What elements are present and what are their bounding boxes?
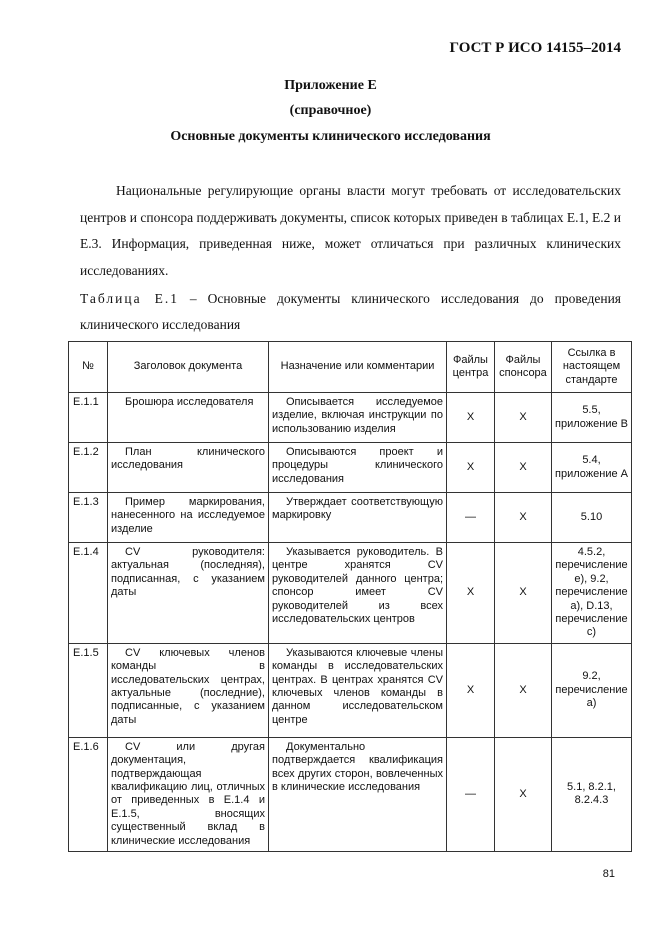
row-site: — xyxy=(447,493,495,543)
documents-table xyxy=(68,341,632,852)
page-number: 81 xyxy=(602,868,615,880)
appendix-subtitle: (справочное) xyxy=(289,103,372,118)
row-site: X xyxy=(447,393,495,443)
row-title: План клинического исследования xyxy=(108,443,269,493)
col-purpose: Назначение или комментарии xyxy=(269,342,447,393)
row-site: — xyxy=(447,737,495,851)
row-number: Е.1.4 xyxy=(69,543,108,644)
table-caption xyxy=(80,286,621,338)
row-site: X xyxy=(447,543,495,644)
row-ref: 5.10 xyxy=(552,493,632,543)
table-caption-label: Таблица Е.1 xyxy=(80,291,179,306)
col-site-files: Файлы центра xyxy=(447,342,495,393)
row-sponsor: X xyxy=(495,643,552,737)
appendix-title: Приложение Е xyxy=(284,78,377,93)
row-purpose: Описывается исследуемое изделие, включая инструкции по использованию изделия xyxy=(269,393,447,443)
row-ref: 4.5.2, перечисление е), 9.2, перечисление а), D.13, перечисление с) xyxy=(552,543,632,644)
standard-header: ГОСТ Р ИСО 14155–2014 xyxy=(449,40,621,56)
table-row xyxy=(69,493,632,543)
row-number: Е.1.5 xyxy=(69,643,108,737)
table-row xyxy=(69,737,632,851)
col-reference: Ссылка в настоящем стандарте xyxy=(552,342,632,393)
table-caption-text: – Основные документы клинического исследования до проведения клинического исследования xyxy=(80,291,621,332)
row-ref: 5.5, приложение В xyxy=(552,393,632,443)
col-sponsor-files: Файлы спонсора xyxy=(495,342,552,393)
row-title: CV ключевых членов команды в исследовательских центрах, актуальные (последние), подписанные, с указанием даты xyxy=(108,643,269,737)
col-number: № xyxy=(69,342,108,393)
col-document-title: Заголовок документа xyxy=(108,342,269,393)
row-number: Е.1.2 xyxy=(69,443,108,493)
row-purpose: Указывается руководитель. В центре хранятся CV руководителей данного центра; спонсор имеет CV руководителей из всех исследовательских центров xyxy=(269,543,447,644)
row-ref: 5.1, 8.2.1, 8.2.4.3 xyxy=(552,737,632,851)
table-row xyxy=(69,443,632,493)
row-sponsor: X xyxy=(495,443,552,493)
row-ref: 9.2, перечисление а) xyxy=(552,643,632,737)
row-site: X xyxy=(447,643,495,737)
row-title: CV или другая документация, подтверждающая квалификацию лиц, отличных от приведенных в Е.1.4 и Е.1.5, вносящих существенный вклад в клинические исследования xyxy=(108,737,269,851)
row-site: X xyxy=(447,443,495,493)
table-row xyxy=(69,543,632,644)
row-purpose: Описываются проект и процедуры клинического исследования xyxy=(269,443,447,493)
row-sponsor: X xyxy=(495,393,552,443)
row-number: Е.1.3 xyxy=(69,493,108,543)
row-title: CV руководителя: актуальная (последняя), подписанная, с указанием даты xyxy=(108,543,269,644)
row-sponsor: X xyxy=(495,543,552,644)
row-number: Е.1.1 xyxy=(69,393,108,443)
row-purpose: Указываются ключевые члены команды в исследовательских центрах. В центрах хранятся CV ключевых членов команды в данном исследовательском центре xyxy=(269,643,447,737)
table-row xyxy=(69,643,632,737)
row-sponsor: X xyxy=(495,737,552,851)
row-ref: 5.4, приложение А xyxy=(552,443,632,493)
appendix-heading: Основные документы клинического исследования xyxy=(170,129,491,144)
row-purpose: Утверждает соответствующую маркировку xyxy=(269,493,447,543)
row-sponsor: X xyxy=(495,493,552,543)
row-purpose: Документально подтверждается квалификация всех других сторон, вовлеченных в клинические исследования xyxy=(269,737,447,851)
row-title: Пример маркирования, нанесенного на исследуемое изделие xyxy=(108,493,269,543)
row-number: Е.1.6 xyxy=(69,737,108,851)
table-row xyxy=(69,393,632,443)
table-header-row xyxy=(69,342,632,393)
row-title: Брошюра исследователя xyxy=(108,393,269,443)
intro-paragraph: Национальные регулирующие органы власти могут требовать от исследовательских центров и спонсора поддерживать документы, список которых приведен в таблицах Е.1, Е.2 и Е.3. Информация, приведенная ниже, может отличаться при различных клинических исследованиях. xyxy=(80,183,621,278)
